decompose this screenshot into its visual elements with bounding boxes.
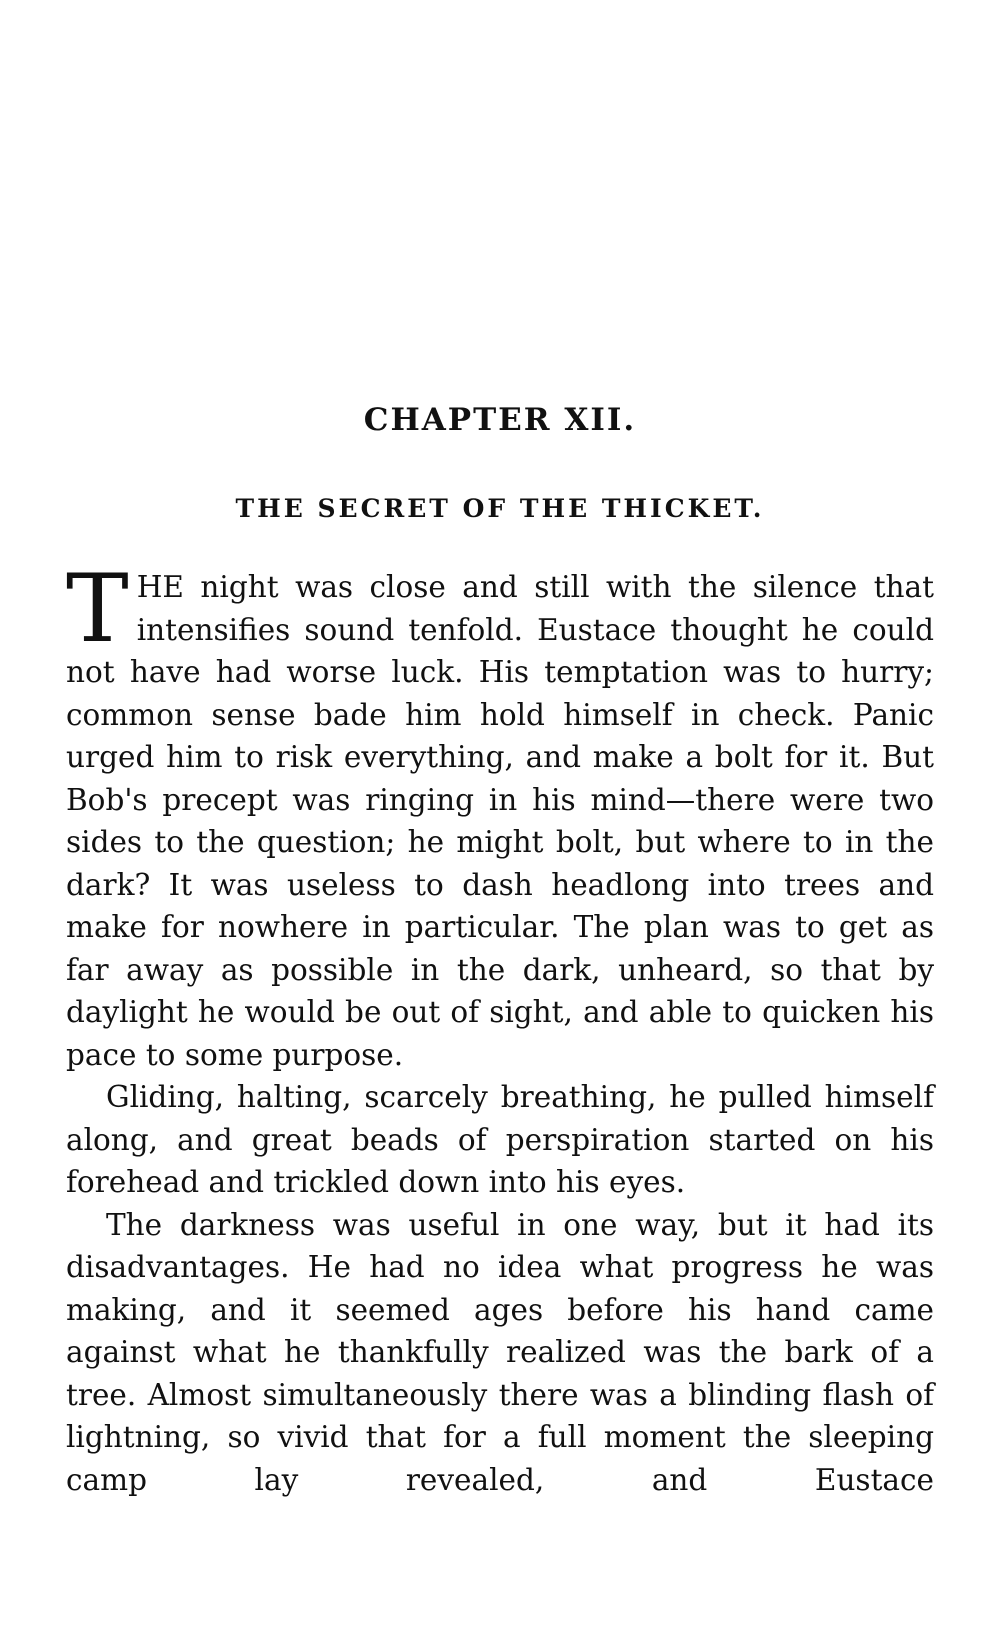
paragraph-1 [66,555,934,1076]
paragraph-2: Gliding, halting, scarcely breathing, he pulled himself along, and great beads of perspiration started on his forehead and trickled down into his eyes. [66,1080,934,1199]
drop-cap: T [66,555,129,664]
paragraph-1-text: HE night was close and still with the silence that intensifies sound tenfold. Eustace thought he could not have had worse luck. His temptation was to hurry; common sense bade him hold himself in check. Panic urged him to risk everything, and make a bolt for it. But Bob's precept was ringing in his mind—there were two sides to the question; he might bolt, but where to in the dark? It was useless to dash headlong into trees and make for nowhere in particular. The plan was to get as far away as possible in the dark, unheard, so that by daylight he would be out of sight, and able to quicken his pace to some purpose. [66,570,934,1072]
chapter-body [66,555,934,1501]
chapter-title: THE SECRET OF THE THICKET. [235,494,765,523]
chapter-number: CHAPTER XII. [363,402,637,438]
paragraph-3: The darkness was useful in one way, but it had its disadvantages. He had no idea what progress he was making, and it seemed ages before his hand came against what he thankfully realized was the bark of a tree. Almost simultaneously there was a blinding flash of lightning, so vivid that for a full moment the sleeping camp lay revealed, and Eustace [66,1207,934,1497]
book-page [66,0,934,1635]
